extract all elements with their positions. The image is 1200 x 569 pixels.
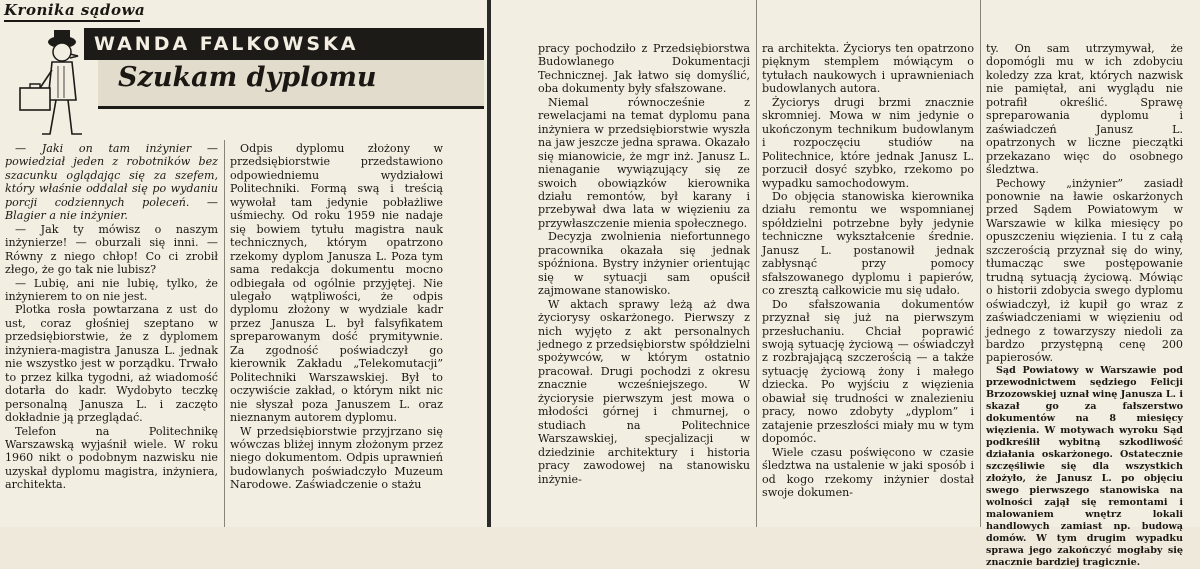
author-name: WANDA FALKOWSKA [84, 28, 484, 60]
paragraph: W aktach sprawy leżą aż dwa życiorysy oskarżonego. Pierwszy z nich wyjęto z akt personalnych jednego z przedsiębiorstw spółdzielni spożywców, w którym ostatnio pracował. Drugi pochodzi z okresu znacznie wcześniejszego. W życiorysie pierwszym jest mowa o młodości górnej i chmurnej, o studiach na Politechnice Warszawskiej, specjalizacji w dziedzinie architektury i historia pracy zawodowej na stanowisku inżynie- [538, 297, 750, 486]
paragraph: Pechowy „inżynier” zasiadł ponownie na ławie oskarżonych przed Sądem Powiatowym w Warszawie w kilka miesięcy po opuszczeniu więzienia. I tu z całą szczerością przyznał się do winy, tłumacząc swe postępowanie trudną sytuacją życiową. Mówiąc o historii zdobycia swego dyplomu oświadczył, iż kupił go wraz z zaświadczeniami w więzieniu od jednego z towarzyszy niedoli za bardzo przystępną cenę 200 papierosów. [986, 176, 1183, 365]
column-rule [980, 0, 981, 527]
paragraph: Sąd Powiatowy w Warszawie pod przewodnictwem sędziego Felicji Brzozowskiej uznał winę Janusza L. i skazał go za fałszerstwo dokumentów na 8 miesięcy więzienia. W motywach wyroku Sąd podkreślił wybitną szkodliwość działania oskarżonego. Ostatecznie szczęśliwie się dla wszystkich złożyło, że Janusz L. po objęciu swego pierwszego stanowiska na wolności zajął się remontami i malowaniem wnętrz lokali handlowych zamiast np. budową domów. W tym drugim wypadku sprawa jego zakończyć mogłaby się znacznie bardziej tragicznie. [986, 364, 1183, 568]
paragraph: Wiele czasu poświęcono w czasie śledztwa na ustalenie w jaki sposób i od kogo rzekomy inżynier dostał swoje dokumen- [762, 445, 974, 499]
article-title: Szukam dyplomu [118, 62, 377, 93]
column-rule [756, 0, 757, 527]
column-rule [224, 140, 225, 527]
section-label: Kronika sądowa [4, 1, 146, 19]
text-column-3 [538, 42, 750, 486]
text-column-2 [230, 142, 443, 492]
paragraph: ra architekta. Życiorys ten opatrzono pięknym stemplem mówiącym o tytułach naukowych i uprawnieniach budowlanych autora. [762, 42, 974, 96]
paragraph: Życiorys drugi brzmi znacznie skromniej. Mowa w nim jedynie o ukończonym technikum budowlanym i rozpoczęciu studiów na Politechnice, które jednak Janusz L. porzucił dosyć szybko, rzekomo po wypadku samochodowym. [762, 95, 974, 190]
right-page [491, 0, 1200, 568]
paragraph: — Jak ty mówisz o naszym inżynierze! — oburzali się inni. — Równy z niego chłop! Co ci zrobił złego, że go tak nie lubisz? [5, 222, 218, 277]
paragraph: ty. On sam utrzymywał, że dopomógli mu w ich zdobyciu koledzy zza krat, których nazwisk nie pamiętał, ani wyglądu nie potrafił określić. Sprawę spreparowania dyplomu i zaświadczeń Janusz L. opatrzonych w liczne pieczątki przekazano więc do osobnego śledztwa. [986, 42, 1183, 177]
text-column-4 [762, 42, 974, 499]
paragraph: Plotka rosła powtarzana z ust do ust, coraz głośniej szeptano w przedsiębiorstwie, że z dyplomem inżyniera-magistra Janusza L. jednak nie wszystko jest w porządku. Trwało to przez kilka tygodni, aż wiadomość dotarła do kadr. Wydobyto teczkę personalną Janusza L. i zaczęto dokładnie ją przeglądać. [5, 303, 218, 425]
paragraph: Telefon na Politechnikę Warszawską wyjaśnił wiele. W roku 1960 nikt o podobnym nazwisku nie uzyskał dyplomu magistra, inżyniera, architekta. [5, 424, 218, 492]
paragraph: Do sfałszowania dokumentów przyznał się już na pierwszym przesłuchaniu. Chciał poprawić swoją sytuację życiową — oświadczył z rozbrajającą szczerością — a także sytuację życiową żony i małego dziecka. Po wyjściu z więzienia obawiał się trudności w znalezieniu pracy, nowo zdobyty „dyplom” i zatajenie przeszłości miały mu w tym dopomóc. [762, 297, 974, 446]
cartoon-illustration [6, 22, 98, 140]
paragraph: — Lubię, ani nie lubię, tylko, że inżynierem to on nie jest. [5, 276, 218, 303]
paragraph: W przedsiębiorstwie przyjrzano się wówczas bliżej innym złożonym przez niego dokumentom. Odpis uprawnień budowlanych poświadczyło Muzeum Narodowe. Zaświadczenie o stażu [230, 424, 443, 492]
text-column-1 [5, 142, 218, 492]
left-page [0, 0, 487, 527]
paragraph: Decyzja zwolnienia niefortunnego pracownika okazała się jednak spóźniona. Bystry inżynier orientując się w sytuacji sam opuścił zajmowane stanowisko. [538, 230, 750, 298]
paragraph: Niemal równocześnie z rewelacjami na temat dyplomu pana inżyniera w przedsiębiorstwie wyszła na jaw jeszcze jedna sprawa. Okazało się mianowicie, że mgr inż. Janusz L. nienaganie wywiązujący się ze swoich obowiązków kierownika działu remontów, był karany i przebywał dwa lata w więzieniu za przywłaszczenie mienia społecznego. [538, 95, 750, 230]
paragraph: — Jaki on tam inżynier — powiedział jeden z robotników bez szacunku oglądając się za szefem, który właśnie oddalał się po wydaniu porcji codziennych poleceń. — Blagier a nie inżynier. [5, 142, 218, 223]
paragraph: pracy pochodziło z Przedsiębiorstwa Budowlanego Dokumentacji Technicznej. Jak łatwo się domyślić, oba dokumenty były sfałszowane. [538, 42, 750, 96]
text-column-5 [986, 42, 1183, 569]
paragraph: Do objęcia stanowiska kierownika działu remontu we wspomnianej spółdzielni potrzebne były jedynie techniczne wykształcenie średnie. Janusz L. postanowił jednak zabłysnąć przy pomocy sfałszowanego dyplomu i papierów, co zresztą całkowicie mu się udało. [762, 189, 974, 298]
paragraph: Odpis dyplomu złożony w przedsiębiorstwie przedstawiono odpowiedniemu wydziałowi Politechniki. Formą swą i treścią wywołał tam jedynie pobłażliwe uśmiechy. Od roku 1959 nie nadaje się bowiem tytułu magistra nauk technicznych, którym opatrzono rzekomy dyplom Janusza L. Poza tym sama redakcja dokumentu mocno odbiegała od ogólnie przyjętej. Nie ulegało wątpliwości, że odpis dyplomu złożony w wydziale kadr przez Janusza L. był falsyfikatem spreparowanym dość prymitywnie. Za zgodność poświadczył go kierownik Zakładu „Telekomutacji” Politechniki Warszawskiej. Był to oczywiście zakład, o którym nikt nic nie słyszał poza Januszem L. oraz nieznanym autorem dyplomu. [230, 142, 443, 425]
